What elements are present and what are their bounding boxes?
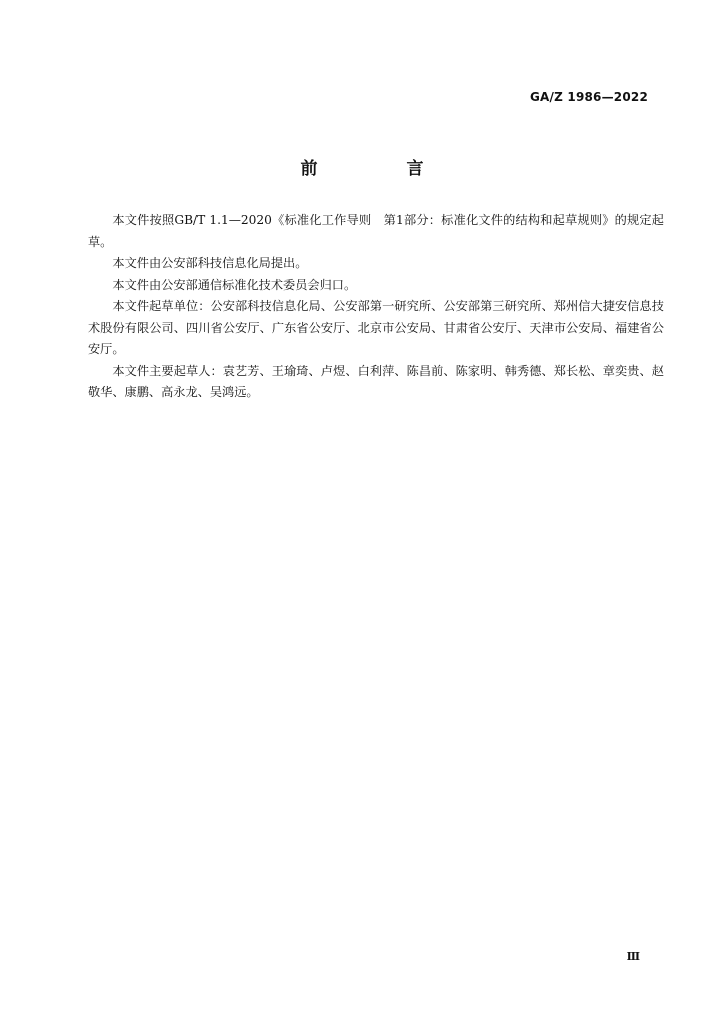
page-number: Ⅲ	[626, 950, 640, 963]
paragraph-committee: 本文件由公安部通信标准化技术委员会归口。	[112, 277, 357, 292]
paragraph-drafters: 本文件主要起草人：袁艺芳、王瑜琦、卢煜、白利萍、陈昌前、陈家明、韩秀德、郑长松、章奕贵、赵敬华、康鹏、高永龙、吴鸿远。	[88, 363, 664, 399]
paragraph-drafting-units: 本文件起草单位：公安部科技信息化局、公安部第一研究所、公安部第三研究所、郑州信大捷安信息技术股份有限公司、四川省公安厅、广东省公安厅、北京市公安局、甘肃省公安厅、天津市公安局、福建省公安厅。	[88, 299, 664, 356]
page-title: 前 言	[300, 159, 460, 179]
paragraph-drafting-rules: 本文件按照GB/T 1.1—2020《标准化工作导则 第1部分：标准化文件的结构和起草规则》的规定起草。	[88, 213, 664, 249]
standard-code: GA/Z 1986—2022	[530, 90, 648, 104]
foreword-body	[88, 210, 664, 404]
paragraph-proposer: 本文件由公安部科技信息化局提出。	[112, 256, 308, 270]
